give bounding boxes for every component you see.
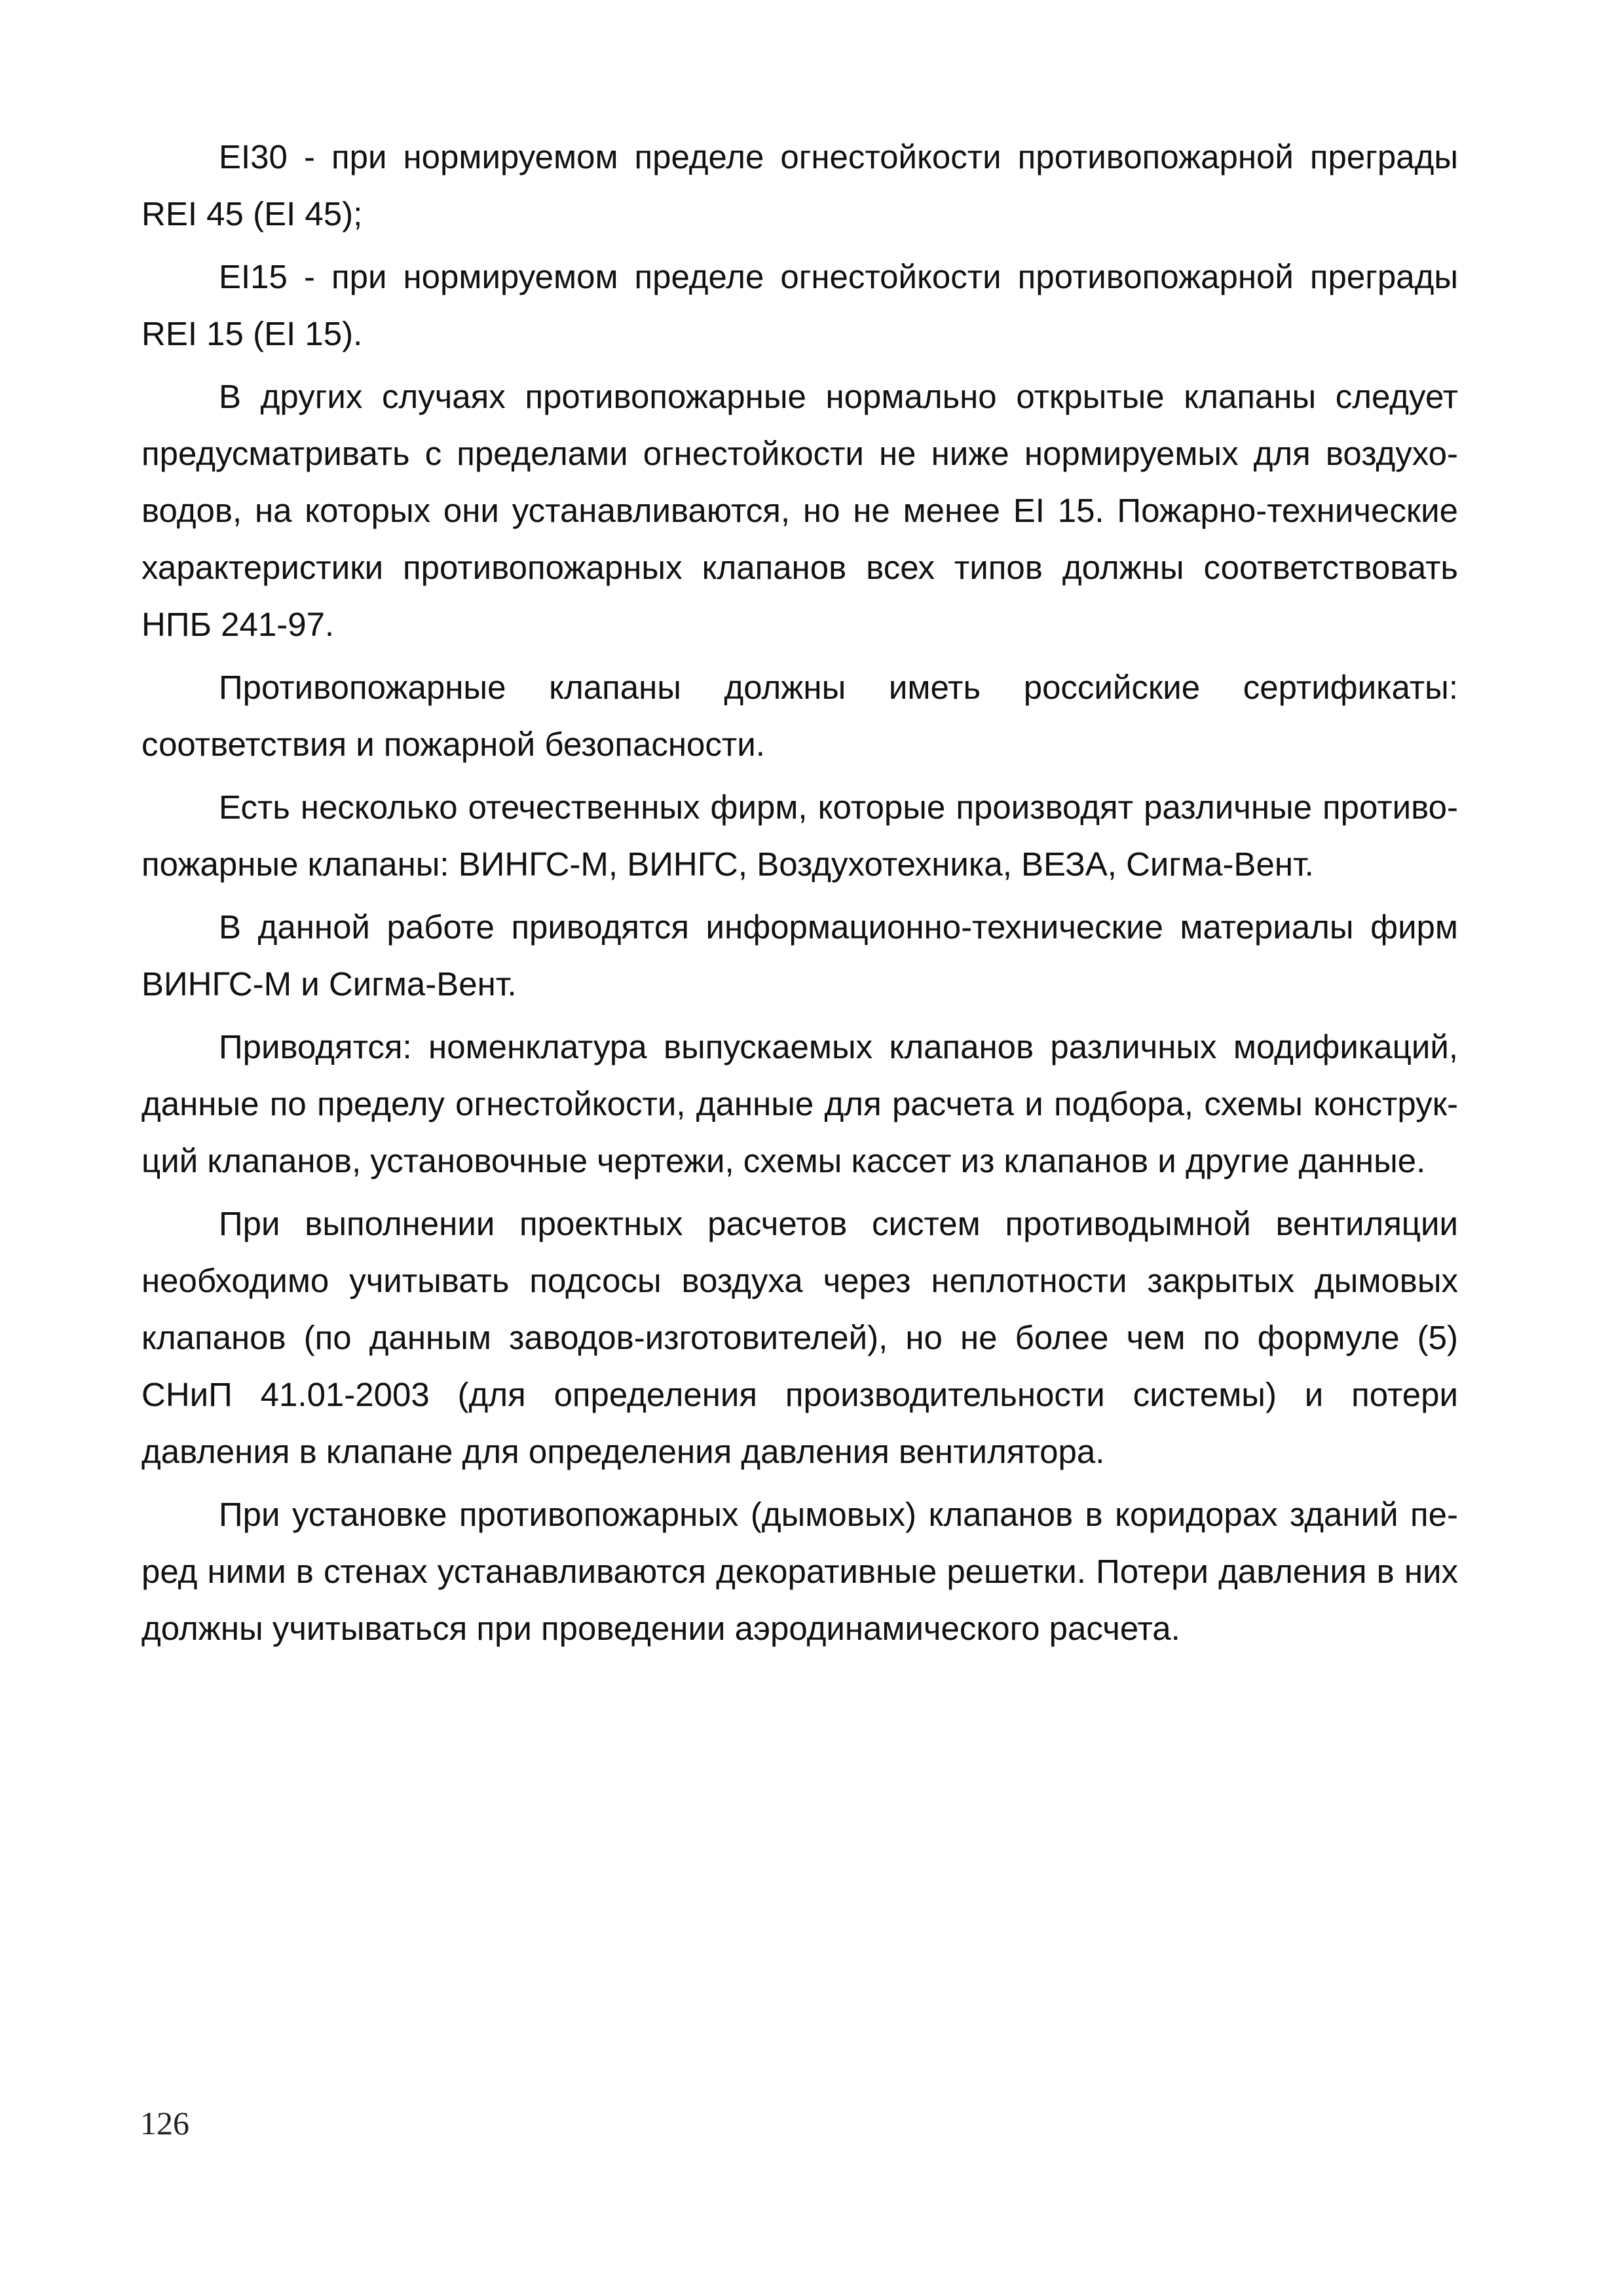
paragraph-contents: Приводятся: номенклатура выпускаемых клапанов различных модификаций, данные по пределу огнестойкости, данные для расчета и подбора, схемы конструкций клапанов, установочные чертежи, схемы кассет из клапанов и другие данные. [141,1028,1458,1179]
paragraph-ei15: EI15 - при нормируемом пределе огнестойкости противопожарной преграды REI 15 (EI 15). [141,258,1458,352]
page-number: 126 [140,2105,189,2141]
paragraph-other-cases: В других случаях противопожарные нормально открытые клапаны следует предусматривать с пределами огнестойкости не ниже нормируемых для воздуховодов, на которых они устанавливаются, но не менее EI 15. Пожарно-технические характеристики противопожарных клапанов всех типов должны соответствовать НПБ 241-97. [141,378,1458,643]
paragraph-decorative-grilles: При установке противопожарных (дымовых) клапанов в коридорах зданий перед ними в стенах устанавливаются декоративные решетки. Потери давления в них должны учитываться при проведении аэродинамического расчета. [141,1496,1458,1647]
body-text [141,128,1458,1663]
paragraph-certificates: Противопожарные клапаны должны иметь российские сертификаты: соответствия и пожарной безопасности. [141,669,1458,763]
paragraph-calculations: При выполнении проектных расчетов систем противодымной вентиляции необходимо учитывать подсосы воздуха через неплотности закрытых дымовых клапанов (по данным заводов-изготовителей), но не более чем по формуле (5) СНиП 41.01-2003 (для определения производительности системы) и потери давления в клапане для определения давления вентилятора. [141,1205,1458,1470]
paragraph-ei30: EI30 - при нормируемом пределе огнестойкости противопожарной преграды REI 45 (EI 45); [141,138,1458,232]
paragraph-materials: В данной работе приводятся информационно-технические материалы фирм ВИНГС-М и Сигма-Вент. [141,908,1458,1003]
paragraph-manufacturers: Есть несколько отечественных фирм, которые производят различные противопожарные клапаны: ВИНГС-М, ВИНГС, Воздухотехника, ВЕЗА, Сигма-Вент. [141,788,1458,883]
